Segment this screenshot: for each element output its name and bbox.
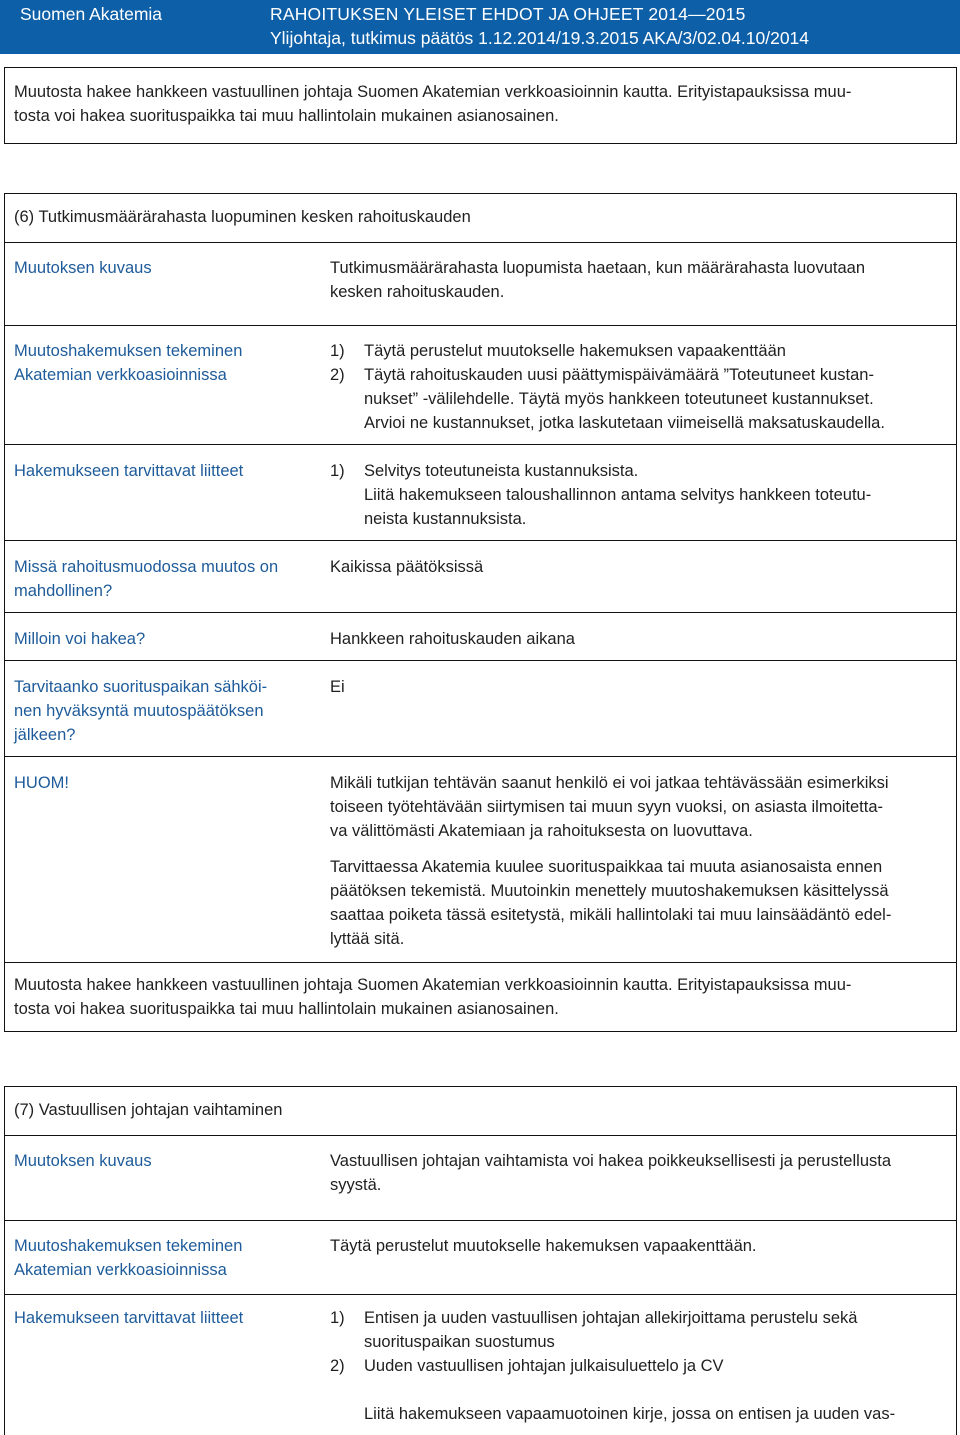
apply-steps-list xyxy=(330,339,950,435)
change-description-value-2: kesken rahoituskauden. xyxy=(330,283,505,301)
apply-step-2-number: 2) xyxy=(330,366,345,384)
header-title: RAHOITUKSEN YLEISET EHDOT JA OHJEET 2014—2015 xyxy=(270,4,746,24)
note-paragraph-2 xyxy=(330,855,950,951)
electronic-approval-label-3: jälkeen? xyxy=(14,726,76,744)
electronic-approval-label-2: nen hyväksyntä muutospäätöksen xyxy=(14,702,264,720)
s7-attachment-1-line-2: suorituspaikan suostumus xyxy=(364,1333,555,1351)
attachment-1-line-1: Selvitys toteutuneista kustannuksista. xyxy=(364,462,639,480)
funding-type-label-1: Missä rahoitusmuodossa muutos on xyxy=(14,558,279,576)
footer-note-line-1: Muutosta hakee hankkeen vastuullinen johtaja Suomen Akatemian verkkoasioinnin kautta. Erityistapauksissa muu- xyxy=(14,976,852,994)
s7-apply-label-1: Muutoshakemuksen tekeminen xyxy=(14,1237,243,1255)
note-p1-line-1: Mikäli tutkijan tehtävän saanut henkilö ei voi jatkaa tehtävässään esimerkiksi xyxy=(330,774,889,792)
s7-attachment-2-number: 2) xyxy=(330,1357,345,1375)
footer-note-line-2: tosta voi hakea suorituspaikka tai muu hallintolain mukainen asianosainen. xyxy=(14,1000,559,1018)
row-divider xyxy=(5,756,956,757)
apply-label-1: Muutoshakemuksen tekeminen xyxy=(14,342,243,360)
intro-note-box xyxy=(4,67,957,144)
apply-step-1-number: 1) xyxy=(330,342,345,360)
apply-step-2 xyxy=(330,363,950,435)
section-6-heading: (6) Tutkimusmäärärahasta luopuminen kesken rahoituskauden xyxy=(14,208,471,226)
note-p2-line-4: lyttää sitä. xyxy=(330,930,405,948)
note-p1-line-2: toiseen työtehtävään siirtymisen tai muun syyn vuoksi, on asiasta ilmoitetta- xyxy=(330,798,884,816)
attachments-label: Hakemukseen tarvittavat liitteet xyxy=(14,462,244,480)
s7-attachment-tail: Liitä hakemukseen vapaamuotoinen kirje, jossa on entisen ja uuden vas- xyxy=(364,1405,896,1423)
note-paragraph-1 xyxy=(330,771,950,843)
header-organization: Suomen Akatemia xyxy=(20,4,163,24)
attachment-1-line-3: neista kustannuksista. xyxy=(364,510,527,528)
electronic-approval-label-1: Tarvitaanko suorituspaikan sähköi- xyxy=(14,678,268,696)
note-p2-line-3: saattaa poiketa tässä esitetystä, mikäli hallintolaki tai muu lainsäädäntö edel- xyxy=(330,906,892,924)
attachment-1-number: 1) xyxy=(330,462,345,480)
apply-step-2-line-1: Täytä rahoituskauden uusi päättymispäivämäärä ”Toteutuneet kustan- xyxy=(364,366,874,384)
row-divider xyxy=(5,540,956,541)
section-7-heading-box xyxy=(4,1086,957,1136)
intro-note-line-2: tosta voi hakea suorituspaikka tai muu hallintolain mukainen asianosainen. xyxy=(14,107,559,125)
attachment-1-line-2: Liitä hakemukseen taloushallinnon antama selvitys hankkeen toteutu- xyxy=(364,486,872,504)
s7-apply-value: Täytä perustelut muutokselle hakemuksen vapaakenttään. xyxy=(330,1237,757,1255)
when-label: Milloin voi hakea? xyxy=(14,630,146,648)
s7-attachment-2-line-1: Uuden vastuullisen johtajan julkaisuluettelo ja CV xyxy=(364,1357,724,1375)
funding-type-value: Kaikissa päätöksissä xyxy=(330,558,484,576)
apply-step-2-line-3: Arvioi ne kustannukset, jotka laskutetaan viimeisellä maksatuskaudella. xyxy=(364,414,885,432)
header-subtitle: Ylijohtaja, tutkimus päätös 1.12.2014/19.3.2015 AKA/3/02.04.10/2014 xyxy=(270,28,810,48)
document-header xyxy=(0,0,960,54)
section-7-change-description-row xyxy=(4,1135,957,1221)
note-label: HUOM! xyxy=(14,774,69,792)
change-description-value-1: Tutkimusmäärärahasta luopumista haetaan, kun määrärahasta luovutaan xyxy=(330,259,866,277)
row-divider xyxy=(5,444,956,445)
s7-attachment-1-number: 1) xyxy=(330,1309,345,1327)
section-7-heading: (7) Vastuullisen johtajan vaihtaminen xyxy=(14,1101,283,1119)
row-divider xyxy=(5,660,956,661)
s7-attachments-label: Hakemukseen tarvittavat liitteet xyxy=(14,1309,244,1327)
apply-step-2-line-2: nukset” -välilehdelle. Täytä myös hankkeen toteutuneet kustannukset. xyxy=(364,390,874,408)
apply-label-2: Akatemian verkkoasioinnissa xyxy=(14,366,227,384)
intro-note-line-1: Muutosta hakee hankkeen vastuullinen johtaja Suomen Akatemian verkkoasioinnin kautta. Erityistapauksissa muu- xyxy=(14,83,852,101)
s7-attachment-1-line-1: Entisen ja uuden vastuullisen johtajan allekirjoittama perustelu sekä xyxy=(364,1309,858,1327)
when-value: Hankkeen rahoituskauden aikana xyxy=(330,630,575,648)
note-p1-line-3: va välittömästi Akatemiaan ja rahoituksesta on luovuttava. xyxy=(330,822,753,840)
section-6-heading-box xyxy=(4,193,957,243)
apply-step-1 xyxy=(330,339,950,363)
s7-change-description-value-1: Vastuullisen johtajan vaihtamista voi hakea poikkeuksellisesti ja perustellusta xyxy=(330,1152,891,1170)
change-description-label: Muutoksen kuvaus xyxy=(14,259,152,277)
note-p2-line-1: Tarvittaessa Akatemia kuulee suorituspaikkaa tai muuta asianosaista ennen xyxy=(330,858,883,876)
apply-step-1-text: Täytä perustelut muutokselle hakemuksen vapaakenttään xyxy=(364,342,786,360)
s7-change-description-value-2: syystä. xyxy=(330,1176,382,1194)
row-divider xyxy=(5,612,956,613)
row-divider xyxy=(5,1294,956,1295)
s7-change-description-label: Muutoksen kuvaus xyxy=(14,1152,152,1170)
section-6-details-table xyxy=(4,325,957,963)
section-6-change-description-row xyxy=(4,242,957,326)
section-7-details-table xyxy=(4,1220,957,1435)
note-p2-line-2: päätöksen tekemistä. Muutoinkin menettely muutoshakemuksen käsittelyssä xyxy=(330,882,889,900)
s7-apply-label-2: Akatemian verkkoasioinnissa xyxy=(14,1261,227,1279)
electronic-approval-value: Ei xyxy=(330,678,345,696)
funding-type-label-2: mahdollinen? xyxy=(14,582,113,600)
section-6-footer-note-box xyxy=(4,962,957,1032)
